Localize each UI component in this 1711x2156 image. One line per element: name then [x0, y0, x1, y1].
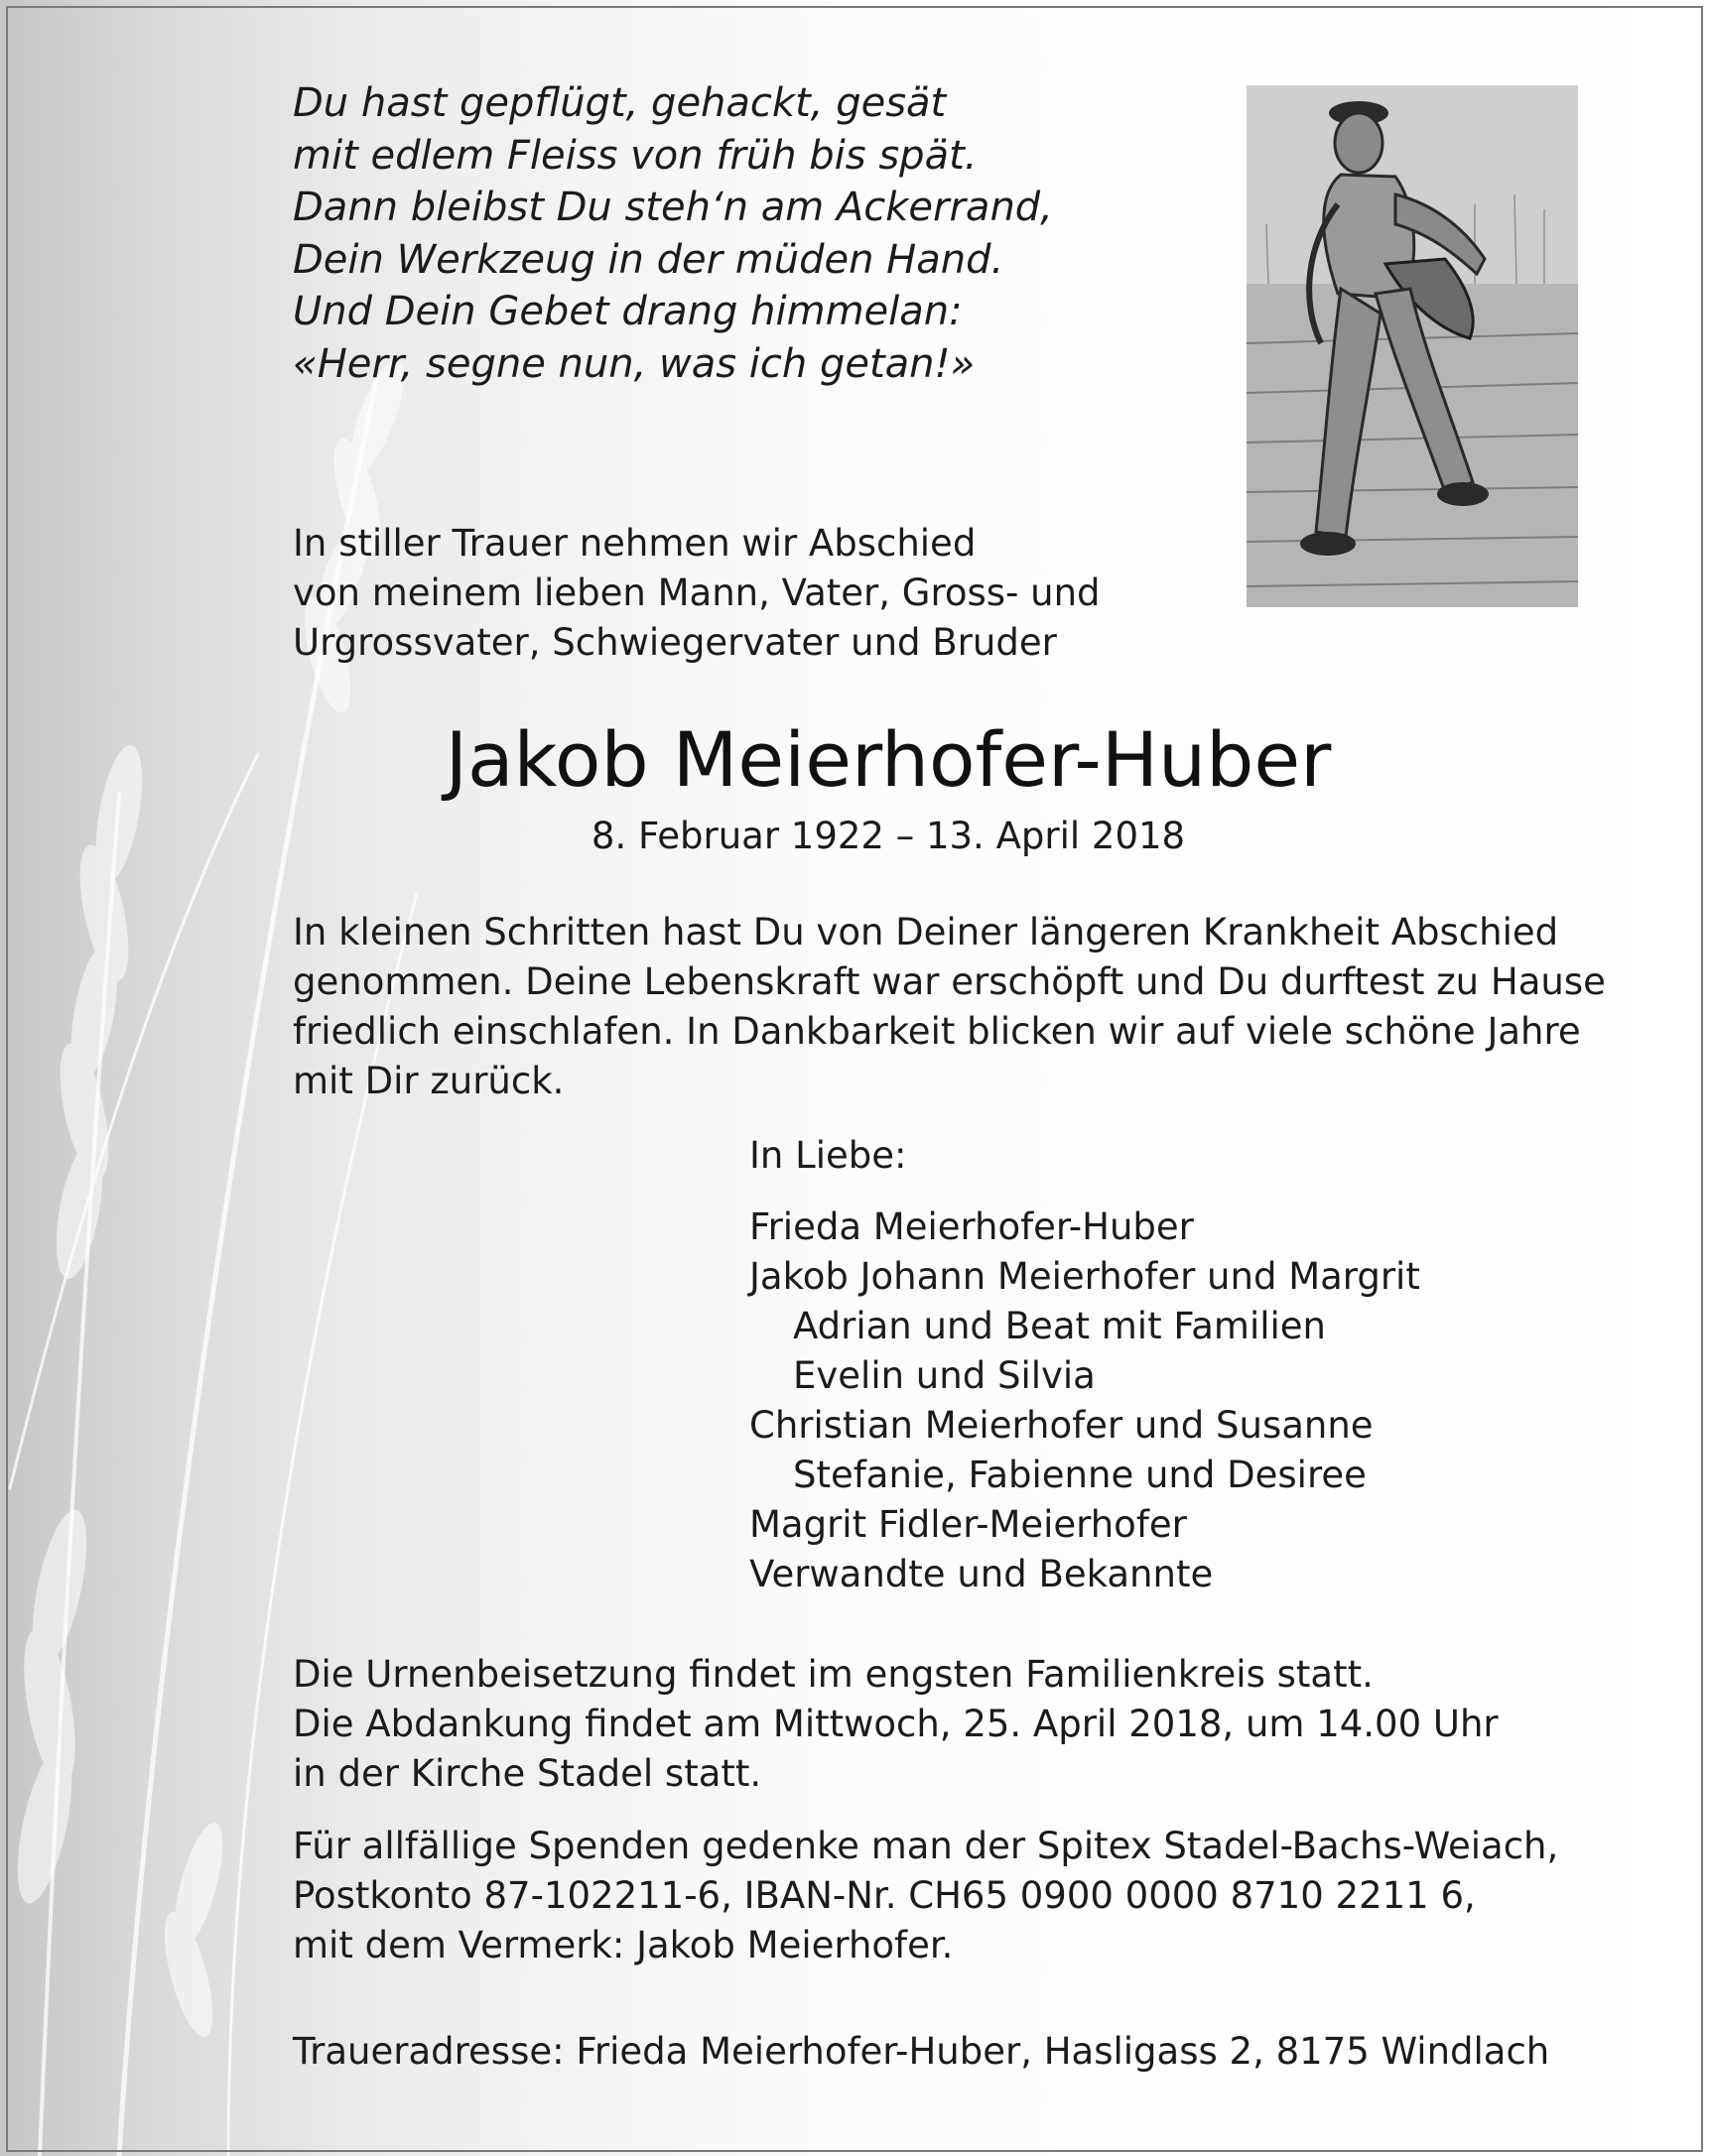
funeral-line: Die Urnenbeisetzung findet im engsten Familienkreis statt.: [293, 1653, 1374, 1696]
intro-line: von meinem lieben Mann, Vater, Gross- und: [293, 571, 1101, 614]
life-dates: 8. Februar 1922 – 13. April 2018: [591, 815, 1186, 857]
family-member: Frieda Meierhofer-Huber: [749, 1205, 1194, 1248]
family-member: Stefanie, Fabienne und Desiree: [793, 1454, 1367, 1496]
intro-line: In stiller Trauer nehmen wir Abschied: [293, 522, 977, 565]
mourning-address: Traueradresse: Frieda Meierhofer-Huber, Hasligass 2, 8175 Windlach: [293, 2030, 1550, 2073]
poem-line: Dann bleibst Du steh‘n am Ackerrand,: [293, 185, 1053, 230]
poem-line: mit edlem Fleiss von früh bis spät.: [293, 132, 978, 179]
sower-illustration: [1247, 85, 1578, 607]
intro-line: Urgrossvater, Schwiegervater und Bruder: [293, 621, 1057, 664]
message-line: mit Dir zurück.: [293, 1060, 565, 1102]
funeral-info: [293, 1650, 1499, 1799]
donation-line: Postkonto 87-102211-6, IBAN-Nr. CH65 0900 0000 8710 2211 6,: [293, 1874, 1476, 1917]
poem-line: Du hast gepflügt, gehackt, gesät: [293, 80, 947, 126]
poem: [293, 77, 1053, 390]
message-line: In kleinen Schritten hast Du von Deiner längeren Krankheit Abschied: [293, 911, 1559, 953]
deceased-name: Jakob Meierhofer-Huber: [445, 715, 1332, 804]
poem-line: Und Dein Gebet drang himmelan:: [293, 289, 963, 334]
message-line: genommen. Deine Lebenskraft war erschöpft und Du durftest zu Hause: [293, 960, 1606, 1003]
donation-info: [293, 1822, 1558, 1970]
family-heading: In Liebe:: [749, 1134, 907, 1177]
family-member: Evelin und Silvia: [793, 1354, 1096, 1397]
mourning-intro: [293, 519, 1101, 668]
funeral-line: Die Abdankung findet am Mittwoch, 25. April 2018, um 14.00 Uhr: [293, 1703, 1499, 1745]
message-line: friedlich einschlafen. In Dankbarkeit blicken wir auf viele schöne Jahre: [293, 1010, 1581, 1053]
family-member: Adrian und Beat mit Familien: [793, 1305, 1327, 1347]
family-member: Magrit Fidler-Meierhofer: [749, 1503, 1187, 1546]
donation-line: Für allfällige Spenden gedenke man der Spitex Stadel-Bachs-Weiach,: [293, 1825, 1559, 1867]
poem-line: Dein Werkzeug in der müden Hand.: [293, 236, 1004, 283]
family-member: Christian Meierhofer und Susanne: [749, 1404, 1374, 1447]
poem-line: «Herr, segne nun, was ich getan!»: [293, 340, 976, 387]
family-member: Jakob Johann Meierhofer und Margrit: [749, 1255, 1420, 1298]
family-member: Verwandte und Bekannte: [749, 1553, 1214, 1595]
family-list: [749, 1131, 1420, 1599]
donation-line: mit dem Vermerk: Jakob Meierhofer.: [293, 1924, 954, 1966]
funeral-line: in der Kirche Stadel statt.: [293, 1752, 762, 1795]
farewell-message: [293, 908, 1606, 1106]
